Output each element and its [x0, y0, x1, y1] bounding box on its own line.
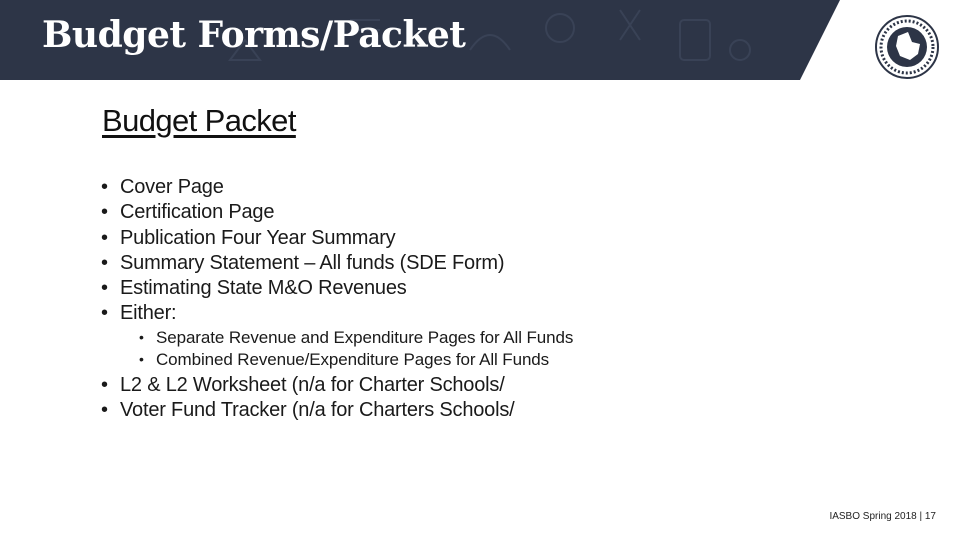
list-item: • Estimating State M&O Revenues: [101, 276, 504, 301]
slide-title: Budget Forms/Packet: [42, 14, 466, 56]
sub-list-item: • Separate Revenue and Expenditure Pages for All Funds: [137, 327, 573, 349]
state-seal-icon: [874, 14, 940, 80]
section-heading: Budget Packet: [102, 103, 296, 138]
list-item: • Publication Four Year Summary: [101, 226, 504, 251]
list-item: • L2 & L2 Worksheet (n/a for Charter Schools/: [101, 373, 515, 398]
title-banner: [0, 0, 960, 80]
list-item: • Cover Page: [101, 175, 504, 200]
list-item: • Voter Fund Tracker (n/a for Charters Schools/: [101, 398, 515, 423]
sub-list-item: • Combined Revenue/Expenditure Pages for All Funds: [137, 349, 573, 371]
sub-bullet-list: [137, 327, 573, 370]
bullet-list: [101, 175, 504, 327]
list-item: • Certification Page: [101, 200, 504, 225]
footer-text: IASBO Spring 2018 | 17: [829, 511, 936, 522]
list-item: • Summary Statement – All funds (SDE Form): [101, 251, 504, 276]
bullet-list-continued: [101, 373, 515, 424]
list-item: • Either:: [101, 301, 504, 326]
